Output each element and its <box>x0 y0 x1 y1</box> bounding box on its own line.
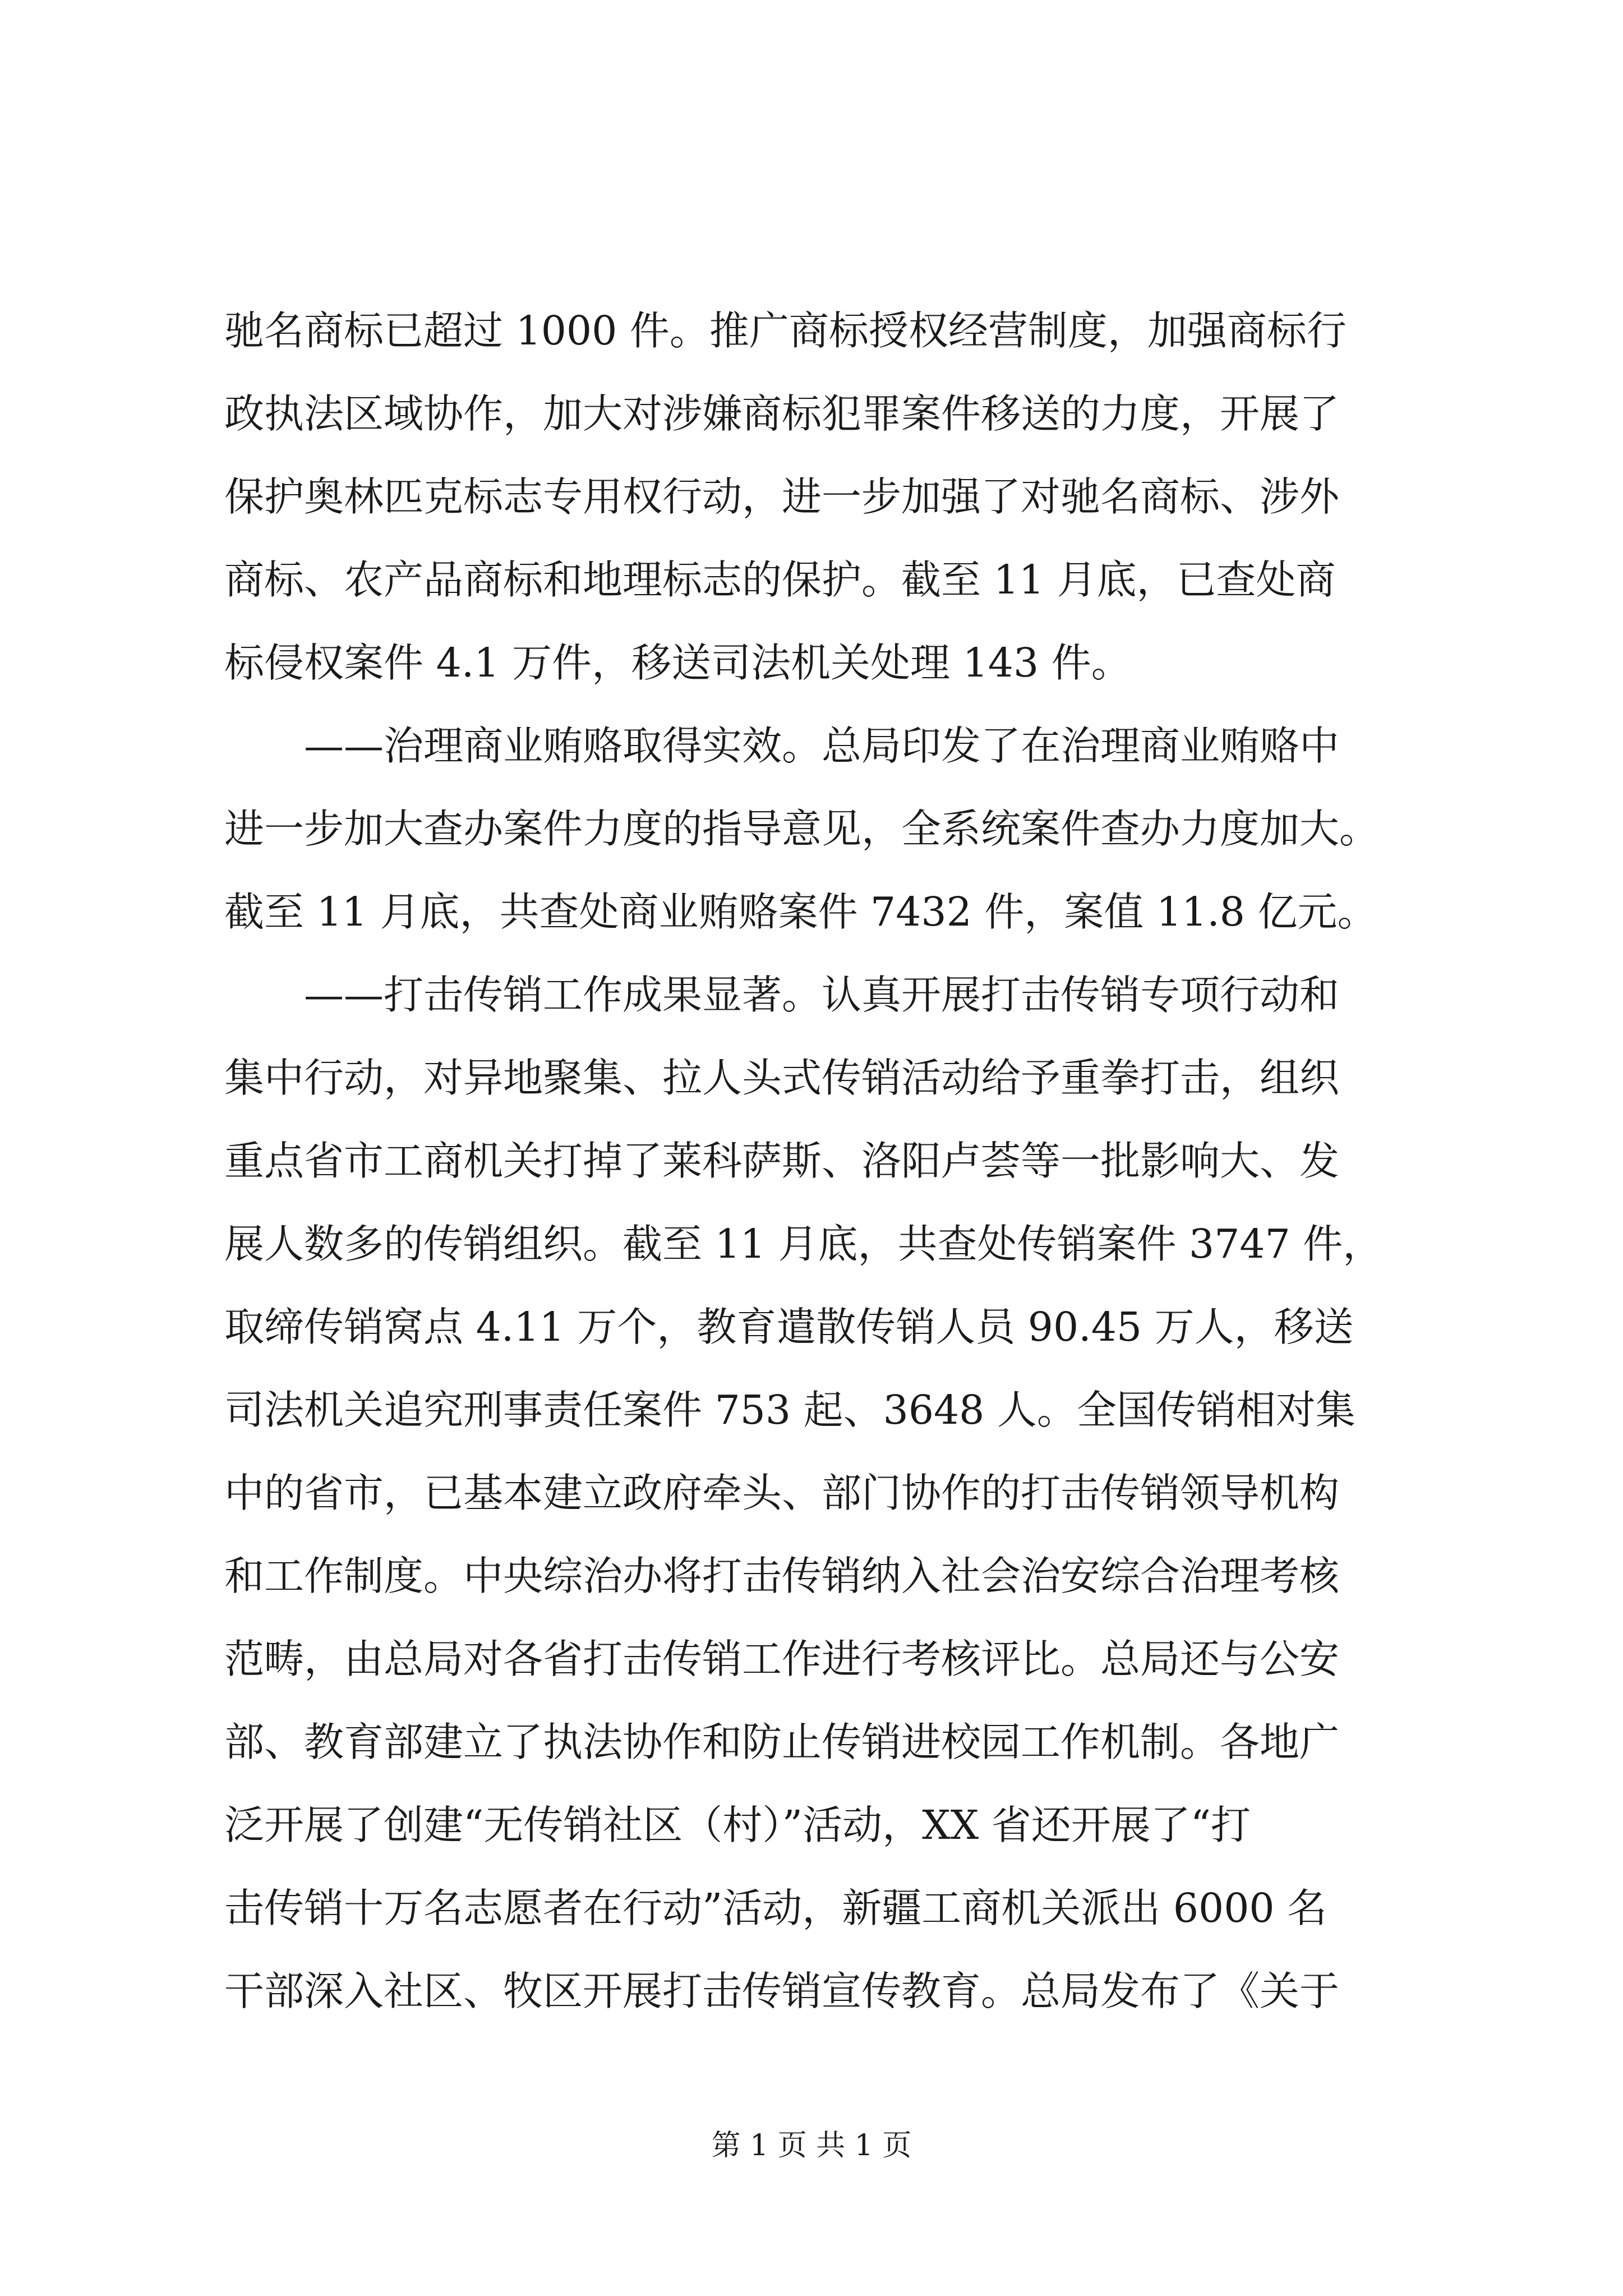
text-line: 干部深入社区、牧区开展打击传销宣传教育。总局发布了《关于 <box>224 1968 1340 2014</box>
text-line: 范畴，由总局对各省打击传销工作进行考核评比。总局还与公安 <box>224 1636 1340 1682</box>
text-line: 取缔传销窝点 4.11 万个，教育遣散传销人员 90.45 万人，移送 <box>224 1304 1354 1350</box>
text-line: 保护奥林匹克标志专用权行动，进一步加强了对驰名商标、涉外 <box>224 473 1340 520</box>
text-line: 部、教育部建立了执法协作和防止传销进校园工作机制。各地广 <box>224 1719 1340 1765</box>
text-line: 标侵权案件 4.1 万件，移送司法机关处理 143 件。 <box>224 639 1131 686</box>
text-line: ——打击传销工作成果显著。认真开展打击传销专项行动和 <box>224 972 1340 1018</box>
text-line: 截至 11 月底，共查处商业贿赂案件 7432 件，案值 11.8 亿元。 <box>224 889 1377 935</box>
text-line: 击传销十万名志愿者在行动”活动，新疆工商机关派出 6000 名 <box>224 1885 1327 1931</box>
page-footer: 第 1 页 共 1 页 <box>711 2129 912 2162</box>
text-line: 和工作制度。中央综治办将打击传销纳入社会治安综合治理考核 <box>224 1553 1340 1599</box>
text-line: 泛开展了创建“无传销社区（村）”活动，XX 省还开展了“打 <box>224 1802 1251 1848</box>
text-line: 展人数多的传销组织。截至 11 月底，共查处传销案件 3747 件， <box>224 1221 1383 1267</box>
text-line: 商标、农产品商标和地理标志的保护。截至 11 月底，已查处商 <box>224 556 1336 603</box>
text-line: 政执法区域协作，加大对涉嫌商标犯罪案件移送的力度，开展了 <box>224 390 1340 437</box>
text-line: 中的省市，已基本建立政府牵头、部门协作的打击传销领导机构 <box>224 1470 1340 1516</box>
text-line: 进一步加大查办案件力度的指导意见，全系统案件查办力度加大。 <box>224 806 1380 852</box>
text-line: 重点省市工商机关打掉了莱科萨斯、洛阳卢荟等一批影响大、发 <box>224 1138 1340 1184</box>
text-line: 集中行动，对异地聚集、拉人头式传销活动给予重拳打击，组织 <box>224 1055 1340 1101</box>
text-line: 驰名商标已超过 1000 件。推广商标授权经营制度，加强商标行 <box>224 307 1347 354</box>
text-line: ——治理商业贿赂取得实效。总局印发了在治理商业贿赂中 <box>224 723 1340 769</box>
text-line: 司法机关追究刑事责任案件 753 起、3648 人。全国传销相对集 <box>224 1387 1355 1433</box>
